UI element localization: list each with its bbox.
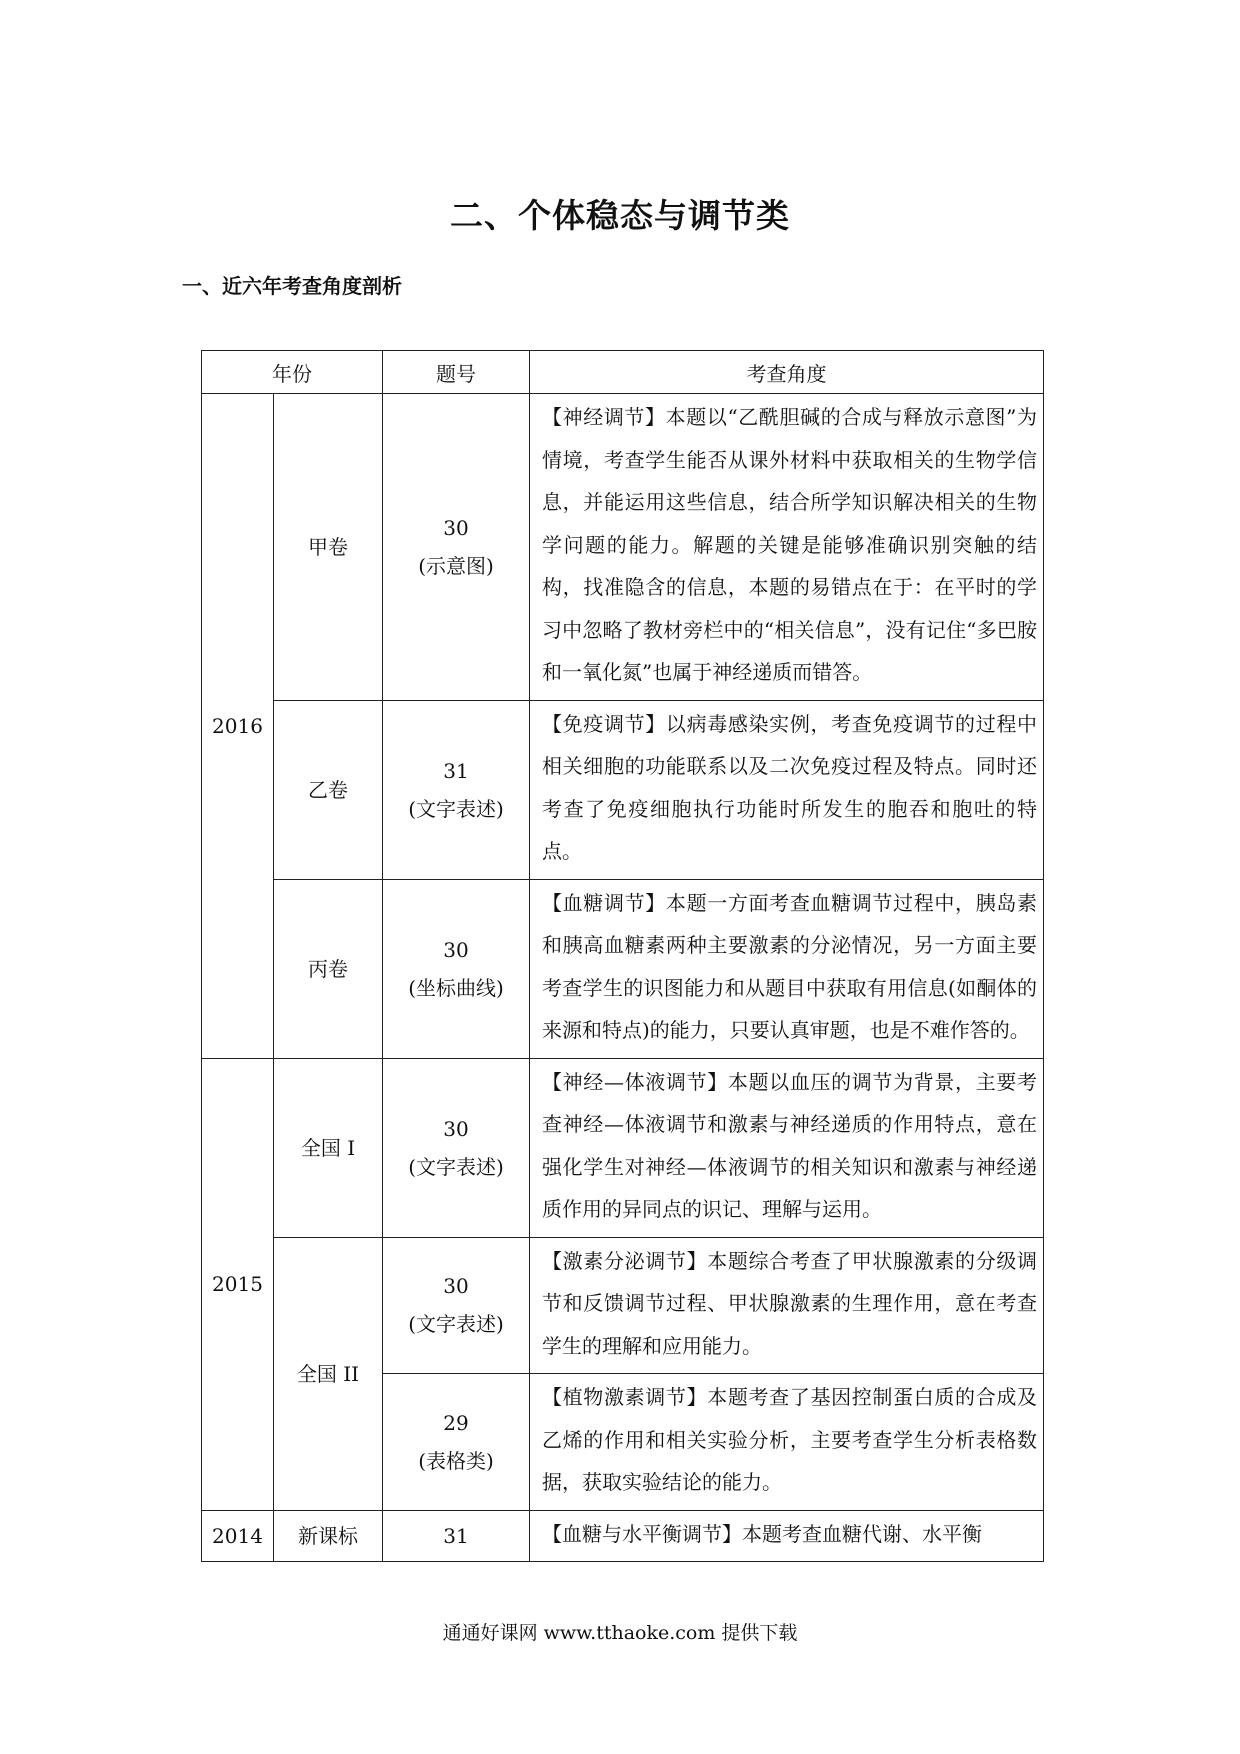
angle-cell: 【植物激素调节】本题考查了基因控制蛋白质的合成及乙烯的作用和相关实验分析，主要考查学生分析表格数据，获取实验结论的能力。 bbox=[530, 1374, 1044, 1511]
question-number: 30 bbox=[443, 937, 469, 962]
question-cell bbox=[383, 1374, 530, 1511]
angle-cell: 【神经调节】本题以“乙酰胆碱的合成与释放示意图”为情境，考查学生能否从课外材料中获取相关的生物学信息，并能运用这些信息，结合所学知识解决相关的生物学问题的能力。解题的关键是能够准确识别突触的结构，找准隐含的信息，本题的易错点在于：在平时的学习中忽略了教材旁栏中的“相关信息”，没有记住“多巴胺和一氧化氮”也属于神经递质而错答。 bbox=[530, 394, 1044, 701]
question-cell bbox=[383, 1058, 530, 1237]
question-number: 31 bbox=[443, 1523, 469, 1548]
question-number: 30 bbox=[443, 1116, 469, 1141]
page-title: 二、个体稳态与调节类 bbox=[450, 196, 790, 235]
question-type: (文字表述) bbox=[408, 796, 504, 821]
question-type: (坐标曲线) bbox=[408, 975, 504, 1000]
table-row bbox=[202, 394, 1044, 701]
paper-cell: 丙卷 bbox=[274, 879, 383, 1058]
question-cell bbox=[383, 394, 530, 701]
year-cell: 2016 bbox=[202, 394, 274, 1059]
header-angle: 考查角度 bbox=[530, 351, 1044, 394]
table-row bbox=[202, 1058, 1044, 1237]
question-cell bbox=[383, 879, 530, 1058]
table-header-row bbox=[202, 351, 1044, 394]
header-question-no: 题号 bbox=[383, 351, 530, 394]
paper-cell: 乙卷 bbox=[274, 700, 383, 879]
angle-cell: 【激素分泌调节】本题综合考查了甲状腺激素的分级调节和反馈调节过程、甲状腺激素的生理作用，意在考查学生的理解和应用能力。 bbox=[530, 1237, 1044, 1374]
question-number: 29 bbox=[443, 1410, 469, 1435]
paper-cell: 全国 II bbox=[274, 1237, 383, 1510]
question-cell bbox=[383, 700, 530, 879]
question-number: 30 bbox=[443, 515, 469, 540]
table-row bbox=[202, 700, 1044, 879]
table-row bbox=[202, 879, 1044, 1058]
year-cell: 2015 bbox=[202, 1058, 274, 1510]
question-type: (文字表述) bbox=[408, 1154, 504, 1179]
question-number: 30 bbox=[443, 1274, 469, 1299]
question-number: 31 bbox=[443, 758, 469, 783]
angle-cell: 【神经—体液调节】本题以血压的调节为背景，主要考查神经—体液调节和激素与神经递质的作用特点，意在强化学生对神经—体液调节的相关知识和激素与神经递质作用的异同点的识记、理解与运用。 bbox=[530, 1058, 1044, 1237]
paper-cell: 新课标 bbox=[274, 1510, 383, 1562]
question-type: (文字表述) bbox=[408, 1312, 504, 1337]
year-cell: 2014 bbox=[202, 1510, 274, 1562]
question-cell bbox=[383, 1510, 530, 1562]
question-type: (表格类) bbox=[418, 1448, 494, 1473]
angle-cell: 【血糖调节】本题一方面考查血糖调节过程中，胰岛素和胰高血糖素两种主要激素的分泌情况，另一方面主要考查学生的识图能力和从题目中获取有用信息(如酮体的来源和特点)的能力，只要认真审题，也是不难作答的。 bbox=[530, 879, 1044, 1058]
section-heading: 一、近六年考查角度剖析 bbox=[182, 274, 402, 298]
footer-credit: 通通好课网 www.tthaoke.com 提供下载 bbox=[442, 1622, 798, 1644]
header-year: 年份 bbox=[202, 351, 383, 394]
angle-cell: 【血糖与水平衡调节】本题考查血糖代谢、水平衡 bbox=[530, 1510, 1044, 1562]
question-type: (示意图) bbox=[418, 553, 494, 578]
question-cell bbox=[383, 1237, 530, 1374]
angle-cell: 【免疫调节】以病毒感染实例，考查免疫调节的过程中相关细胞的功能联系以及二次免疫过程及特点。同时还考查了免疫细胞执行功能时所发生的胞吞和胞吐的特点。 bbox=[530, 700, 1044, 879]
paper-cell: 甲卷 bbox=[274, 394, 383, 701]
exam-analysis-table bbox=[201, 350, 1044, 1562]
table-row bbox=[202, 1237, 1044, 1374]
table-row bbox=[202, 1510, 1044, 1562]
paper-cell: 全国 I bbox=[274, 1058, 383, 1237]
